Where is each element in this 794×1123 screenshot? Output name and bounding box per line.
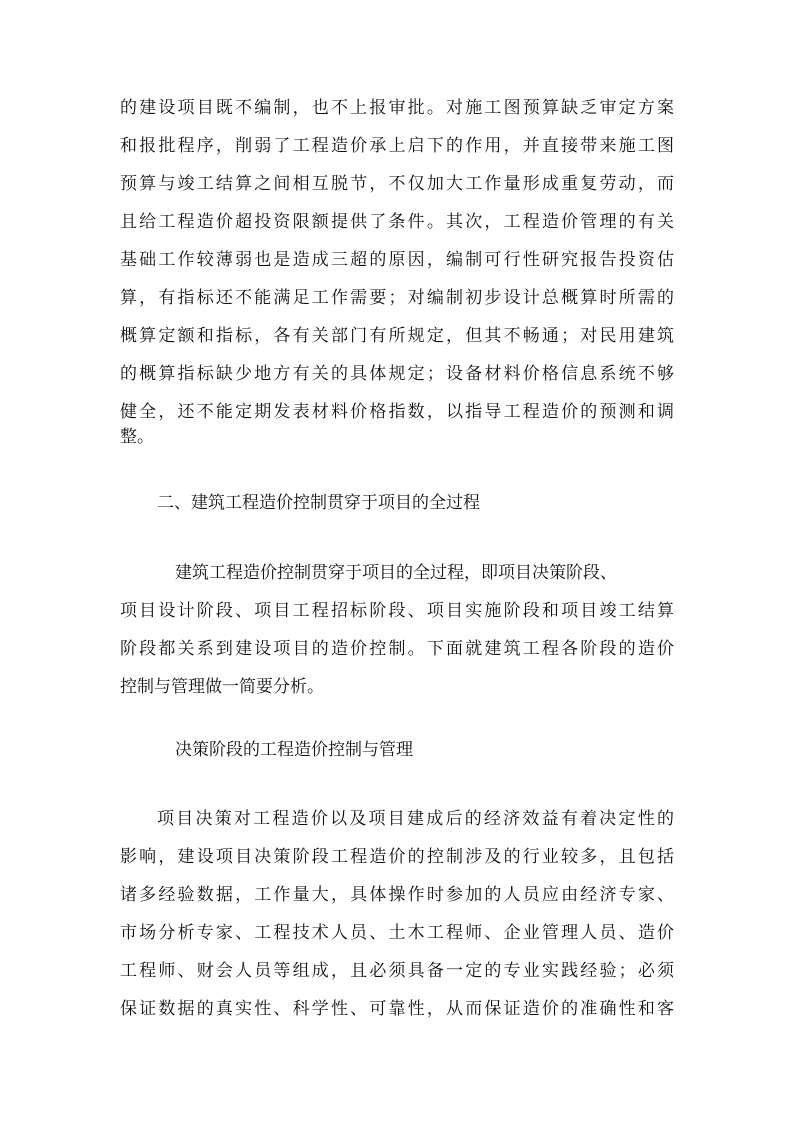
paragraph-line: 阶段都关系到建设项目的造价控制。下面就建筑工程各阶段的造价 [120,639,674,659]
paragraph-line: 建筑工程造价控制贯穿于项目的全过程，即项目决策阶段、 [175,563,617,583]
section-heading: 二、建筑工程造价控制贯穿于项目的全过程 [157,493,480,513]
paragraph-line: 的概算指标缺少地方有关的具体规定；设备材料价格信息系统不够 [120,364,674,384]
paragraph-line: 诸多经验数据，工作量大，具体操作时参加的人员应由经济专家、 [120,885,674,905]
paragraph-line: 影响，建设项目决策阶段工程造价的控制涉及的行业较多，且包括 [120,847,674,867]
paragraph-line: 项目设计阶段、项目工程招标阶段、项目实施阶段和项目竣工结算 [120,601,674,621]
subsection-heading: 决策阶段的工程造价控制与管理 [175,740,413,760]
paragraph-line: 和报批程序，削弱了工程造价承上启下的作用，并直接带来施工图 [120,136,674,156]
paragraph-line: 保证数据的真实性、科学性、可靠性，从而保证造价的准确性和客 [120,999,674,1019]
paragraph-line: 基础工作较薄弱也是造成三超的原因，编制可行性研究报告投资估 [120,250,674,270]
paragraph-line: 整。 [120,427,154,447]
paragraph-line: 项目决策对工程造价以及项目建成后的经济效益有着决定性的 [157,809,674,829]
paragraph-line: 算，有指标还不能满足工作需要；对编制初步设计总概算时所需的 [120,288,674,308]
paragraph-line: 控制与管理做一简要分析。 [120,677,324,697]
paragraph-line: 且给工程造价超投资限额提供了条件。其次，工程造价管理的有关 [120,212,674,232]
paragraph-line: 市场分析专家、工程技术人员、土木工程师、企业管理人员、造价 [120,923,674,943]
paragraph-line: 健全，还不能定期发表材料价格指数，以指导工程造价的预测和调 [120,402,674,422]
paragraph-line: 预算与竣工结算之间相互脱节，不仅加大工作量形成重复劳动，而 [120,174,674,194]
paragraph-line: 的建设项目既不编制，也不上报审批。对施工图预算缺乏审定方案 [120,98,674,118]
paragraph-line: 工程师、财会人员等组成，且必须具备一定的专业实践经验；必须 [120,961,674,981]
paragraph-line: 概算定额和指标，各有关部门有所规定，但其不畅通；对民用建筑 [120,326,674,346]
